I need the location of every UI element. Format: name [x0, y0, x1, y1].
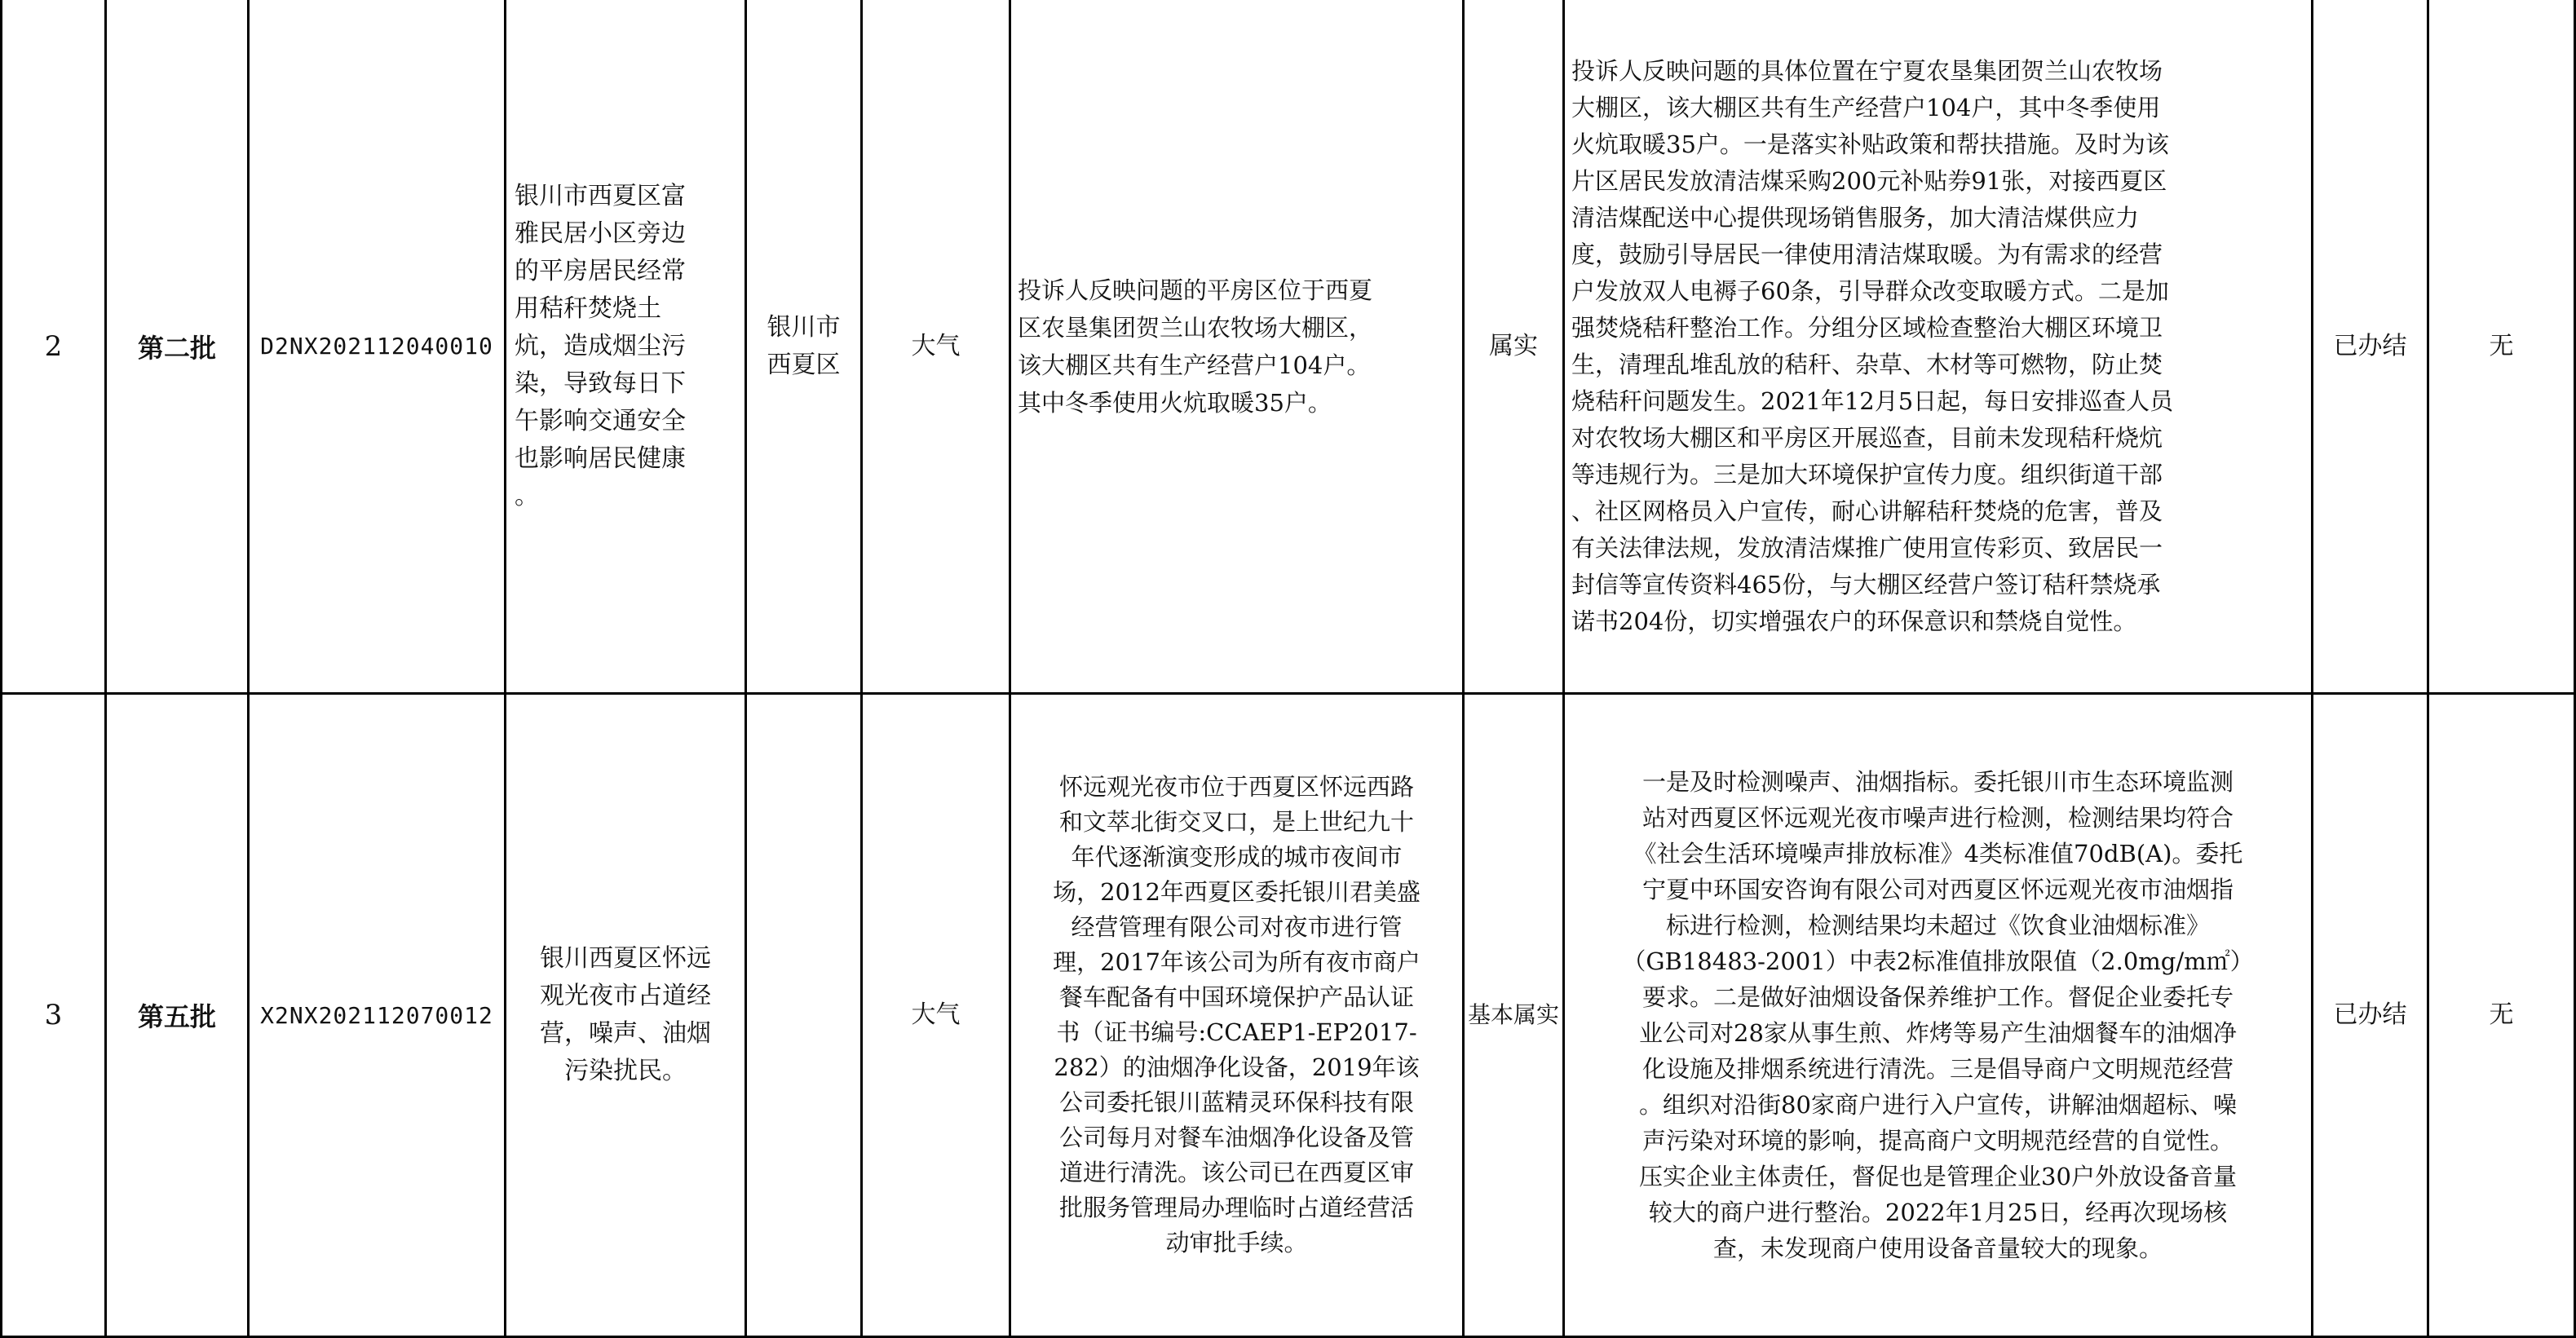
verdict: 基本属实 — [1467, 1001, 1559, 1028]
row-index: 3 — [44, 999, 63, 1031]
pollution-category: 大气 — [911, 1000, 961, 1029]
status: 已办结 — [2333, 1000, 2407, 1029]
investigation-finding: 投诉人反映问题的平房区位于西夏 区农垦集团贺兰山农牧场大棚区， 该大棚区共有生产经营户104户。 其中冬季使用火炕取暖35户。 — [1018, 276, 1373, 417]
status: 已办结 — [2333, 331, 2407, 360]
complaint-content: 银川市西夏区富 雅民居小区旁边 的平房居民经常 用秸秆焚烧土 炕，造成烟尘污 染，导致每日下 午影响交通安全 也影响居民健康 。 — [515, 181, 686, 510]
batch-label: 第五批 — [137, 1001, 216, 1032]
case-code: X2NX202112070012 — [260, 1001, 493, 1029]
rectification-measures: 一是及时检测噪声、油烟指标。委托银川市生态环境监测 站对西夏区怀远观光夜市噪声进行检测，检测结果均符合 《社会生活环境噪声排放标准》4类标准值70dB(A)。委托 宁夏中环国安咨询有限公司对西夏区怀远观光夜市油烟指 标进行检测，检测结果均未超过《饮食业油烟标准》 （GB18483-2001）中表2标准值排放限值（2.0mg/m㎡） 要求。二是做好油烟设备保养维护工作。督促企业委托专 业公司对28家从事生煎、炸烤等易产生油烟餐车的油烟净 化设施及排烟系统进行清洗。三是倡导商户文明规范经营 。组织对沿街80家商户进行入户宣传，讲解油烟超标、噪 声污染对环境的影响，提高商户文明规范经营的自觉性。 压实企业主体责任，督促也是管理企业30户外放设备音量 较大的商户进行整治。2022年1月25日，经再次现场核 查，未发现商户使用设备音量较大的现象。 — [1622, 768, 2254, 1262]
investigation-finding: 怀远观光夜市位于西夏区怀远西路 和文萃北街交叉口，是上世纪九十 年代逐渐演变形成的城市夜间市 场，2012年西夏区委托银川君美盛 经营管理有限公司对夜市进行管 理，2017年该公司为所有夜市商户 餐车配备有中国环境保护产品认证 书（证书编号:CCAEP1-EP2017- 282）的油烟净化设备，2019年该 公司委托银川蓝精灵环保科技有限 公司每月对餐车油烟净化设备及管 道进行清洗。该公司已在西夏区审 批服务管理局办理临时占道经营活 动审批手续。 — [1053, 773, 1421, 1256]
verdict: 属实 — [1489, 331, 1538, 360]
district — [747, 695, 860, 1336]
complaint-content: 银川西夏区怀远 观光夜市占道经 营，噪声、油烟 污染扰民。 — [540, 944, 711, 1085]
case-code: D2NX202112040010 — [260, 333, 493, 360]
district: 银川市 西夏区 — [767, 312, 841, 379]
row-index: 2 — [44, 329, 63, 363]
pollution-category: 大气 — [911, 331, 961, 360]
accountability: 无 — [2489, 1000, 2514, 1029]
accountability: 无 — [2489, 331, 2514, 360]
rectification-measures: 投诉人反映问题的具体位置在宁夏农垦集团贺兰山农牧场 大棚区，该大棚区共有生产经营户104户，其中冬季使用 火炕取暖35户。一是落实补贴政策和帮扶措施。及时为该 片区居民发放清洁煤采购200元补贴券91张，对接西夏区 清洁煤配送中心提供现场销售服务，加大清洁煤供应力 度，鼓励引导居民一律使用清洁煤取暖。为有需求的经营 户发放双人电褥子60条，引导群众改变取暖方式。二是加 强焚烧秸秆整治工作。分组分区域检查整治大棚区环境卫 生，清理乱堆乱放的秸秆、杂草、木材等可燃物，防止焚 烧秸秆问题发生。2021年12月5日起，每日安排巡查人员 对农牧场大棚区和平房区开展巡查，目前未发现秸秆烧炕 等违规行为。三是加大环境保护宣传力度。组织街道干部 、社区网格员入户宣传，耐心讲解秸秆焚烧的危害，普及 有关法律法规，发放清洁煤推广使用宣传彩页、致居民一 封信等宣传资料465份，与大棚区经营户签订秸秆禁烧承 诺书204份，切实增强农户的环保意识和禁烧自觉性。 — [1571, 56, 2174, 635]
batch-label: 第二批 — [137, 332, 216, 364]
